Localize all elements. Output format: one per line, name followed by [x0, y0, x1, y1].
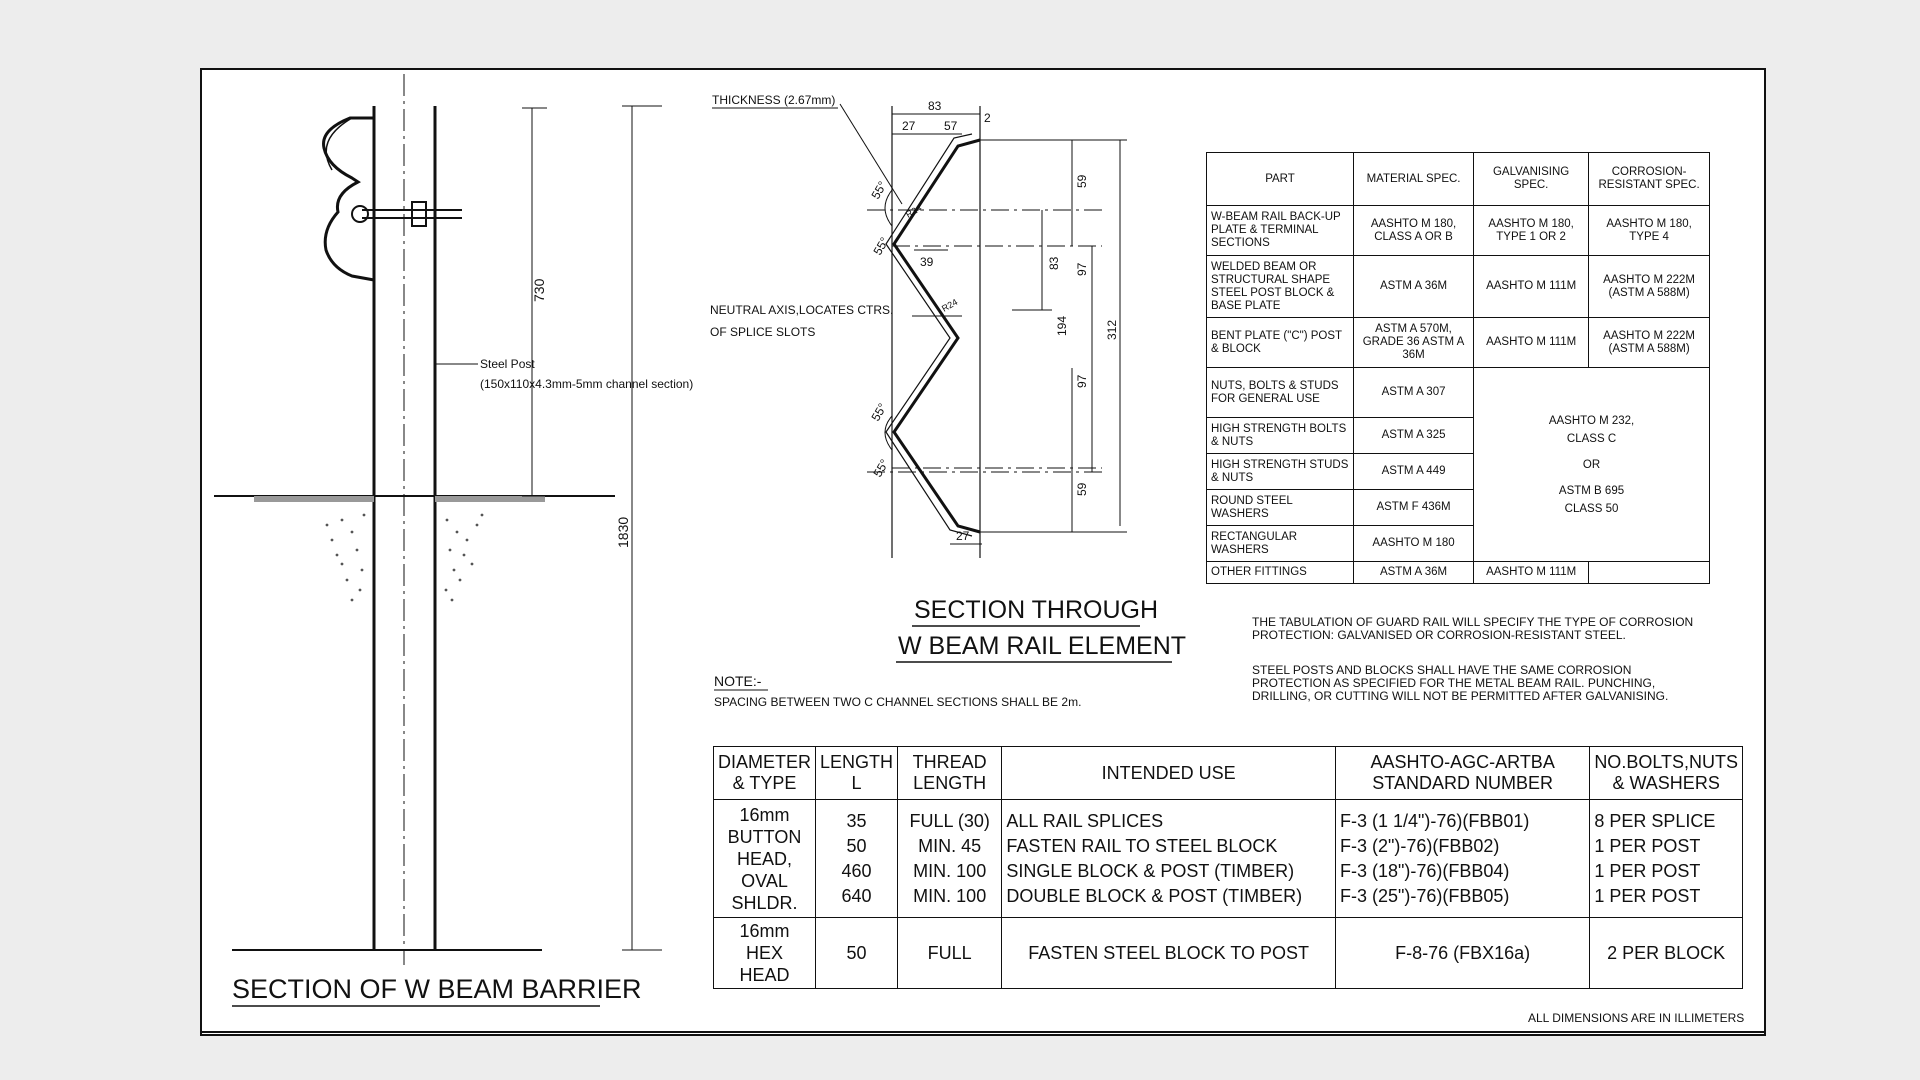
- use-value: DOUBLE BLOCK & POST (TIMBER): [1006, 885, 1303, 906]
- spec-corrosion: AASHTO M 180, TYPE 4: [1589, 206, 1710, 256]
- merged-line-2: OR: [1582, 458, 1601, 471]
- spec-galvanising: AASHTO M 111M: [1474, 256, 1589, 318]
- hex-use: FASTEN STEEL BLOCK TO POST: [1002, 918, 1336, 989]
- standard-value: F-3 (25")-76)(FBB05): [1339, 885, 1510, 906]
- spec-header-row: [1207, 153, 1710, 206]
- type-line: 16mm: [739, 804, 790, 825]
- note-line: DRILLING, OR CUTTING WILL NOT BE PERMITTED AFTER GALVANISING.: [1252, 689, 1669, 703]
- dim-27-bottom: 27: [956, 529, 970, 543]
- angle-55-2: 55°: [870, 234, 892, 258]
- spec-row: [1207, 562, 1710, 584]
- count-value: 1 PER POST: [1594, 860, 1701, 881]
- type-line: HEAD: [739, 965, 790, 985]
- merged-line-1: AASHTO M 232, CLASS C: [1548, 414, 1635, 445]
- thread-value: MIN. 100: [913, 885, 987, 906]
- length-value: 35: [846, 810, 867, 831]
- bolt-type-hex-head: [714, 918, 816, 989]
- dim-97-bottom: 97: [1075, 374, 1089, 388]
- bolt-header-standard: AASHTO-AGC-ARTBA STANDARD NUMBER: [1335, 747, 1589, 800]
- hex-length: 50: [816, 918, 898, 989]
- steel-post-spec-label: (150x110x4.3mm-5mm channel section): [480, 377, 694, 391]
- note-text: SPACING BETWEEN TWO C CHANNEL SECTIONS SHALL BE 2m.: [714, 695, 1082, 709]
- bolt-standards: [1335, 800, 1589, 918]
- spec-material: AASHTO M 180: [1354, 526, 1474, 562]
- spec-part: RECTANGULAR WASHERS: [1207, 526, 1354, 562]
- length-value: 460: [841, 860, 872, 881]
- bolt-header-length: LENGTH L: [816, 747, 898, 800]
- standard-value: F-3 (18")-76)(FBB04): [1339, 860, 1510, 881]
- spec-row: [1207, 318, 1710, 368]
- dim-59-bottom: 59: [1075, 482, 1089, 496]
- spec-header-material: MATERIAL SPEC.: [1354, 153, 1474, 206]
- thread-value: FULL (30): [909, 810, 990, 831]
- dim-27-top: 27: [902, 119, 916, 133]
- count-value: 1 PER POST: [1594, 885, 1701, 906]
- spec-material: ASTM A 36M: [1354, 562, 1474, 584]
- spec-part: NUTS, BOLTS & STUDS FOR GENERAL USE: [1207, 368, 1354, 418]
- bolt-header-count: NO.BOLTS,NUTS & WASHERS: [1590, 747, 1743, 800]
- note-line: PROTECTION: GALVANISED OR CORROSION-RESISTANT STEEL.: [1252, 628, 1626, 642]
- count-value: 8 PER SPLICE: [1594, 810, 1716, 831]
- steel-post-label: Steel Post: [480, 357, 535, 371]
- neutral-axis-label-2: OF SPLICE SLOTS: [710, 325, 816, 339]
- rail-section-title-2: W BEAM RAIL ELEMENT: [898, 632, 1187, 660]
- standard-value: F-3 (1 1/4")-76)(FBB01): [1339, 810, 1530, 831]
- dim-83-vert: 83: [1047, 256, 1061, 270]
- bolt-counts: [1590, 800, 1743, 918]
- spec-galvanising: AASHTO M 111M: [1474, 318, 1589, 368]
- spec-material: ASTM A 325: [1354, 418, 1474, 454]
- hex-standard: F-8-76 (FBX16a): [1335, 918, 1589, 989]
- spec-part: HIGH STRENGTH STUDS & NUTS: [1207, 454, 1354, 490]
- use-value: SINGLE BLOCK & POST (TIMBER): [1006, 860, 1295, 881]
- standard-value: F-3 (2")-76)(FBB02): [1339, 835, 1500, 856]
- spec-part: W-BEAM RAIL BACK-UP PLATE & TERMINAL SECTIONS: [1207, 206, 1354, 256]
- use-value: FASTEN RAIL TO STEEL BLOCK: [1006, 835, 1278, 856]
- spec-header-part: PART: [1207, 153, 1354, 206]
- bolt-header-use: INTENDED USE: [1002, 747, 1336, 800]
- bolt-header-thread: THREAD LENGTH: [898, 747, 1002, 800]
- spec-corrosion: [1589, 562, 1710, 584]
- note-line: PROTECTION AS SPECIFIED FOR THE METAL BEAM RAIL. PUNCHING,: [1252, 676, 1656, 690]
- angle-55-1: 55°: [868, 178, 890, 202]
- hex-thread: FULL: [898, 918, 1002, 989]
- dim-312: 312: [1105, 319, 1119, 340]
- bolt-row-button-head: [714, 800, 1743, 918]
- type-line: HEAD,: [737, 848, 793, 869]
- spec-part: ROUND STEEL WASHERS: [1207, 490, 1354, 526]
- dim-194: 194: [1055, 315, 1069, 336]
- count-value: 1 PER POST: [1594, 835, 1701, 856]
- thread-value: MIN. 45: [918, 835, 982, 856]
- hex-count: 2 PER BLOCK: [1590, 918, 1743, 989]
- radius-1: R24: [904, 202, 924, 220]
- spec-row: [1207, 256, 1710, 318]
- spec-row: [1207, 206, 1710, 256]
- spec-material: ASTM A 570M, GRADE 36 ASTM A 36M: [1354, 318, 1474, 368]
- material-spec-table: [1206, 152, 1710, 584]
- dim-730-label: 730: [531, 278, 547, 302]
- spec-part: BENT PLATE ("C") POST & BLOCK: [1207, 318, 1354, 368]
- bolt-row-hex-head: [714, 918, 1743, 989]
- note-line: STEEL POSTS AND BLOCKS SHALL HAVE THE SAME CORROSION: [1252, 663, 1632, 677]
- type-line: OVAL: [741, 870, 788, 891]
- spec-merged-corrosion-cell: [1474, 368, 1710, 562]
- angle-55-3: 55°: [868, 400, 890, 424]
- thread-value: MIN. 100: [913, 860, 987, 881]
- type-line: SHLDR.: [731, 892, 798, 913]
- dim-2: 2: [984, 111, 991, 125]
- spec-part: WELDED BEAM OR STRUCTURAL SHAPE STEEL POST BLOCK & BASE PLATE: [1207, 256, 1354, 318]
- rail-section-title-1: SECTION THROUGH: [914, 596, 1158, 624]
- dim-39: 39: [920, 255, 934, 269]
- spec-galvanising: AASHTO M 111M: [1474, 562, 1589, 584]
- bolt-header-diameter: DIAMETER & TYPE: [714, 747, 816, 800]
- length-value: 50: [846, 835, 867, 856]
- neutral-axis-label-1: NEUTRAL AXIS,LOCATES CTRS.: [710, 303, 894, 317]
- merged-line-3: ASTM B 695 CLASS 50: [1558, 484, 1625, 515]
- spec-material: ASTM A 307: [1354, 368, 1474, 418]
- note-line: THE TABULATION OF GUARD RAIL WILL SPECIFY THE TYPE OF CORROSION: [1252, 615, 1694, 629]
- spec-note-1: [1252, 615, 1693, 642]
- footer-note: ALL DIMENSIONS ARE IN ILLIMETERS: [1528, 1011, 1745, 1025]
- barrier-title: SECTION OF W BEAM BARRIER: [232, 974, 642, 1004]
- dim-97-top: 97: [1075, 262, 1089, 276]
- dim-1830-label: 1830: [615, 516, 631, 548]
- dim-59-top: 59: [1075, 174, 1089, 188]
- spec-material: ASTM A 449: [1354, 454, 1474, 490]
- spec-material: ASTM A 36M: [1354, 256, 1474, 318]
- type-line: 16mm: [739, 921, 790, 941]
- spec-header-galvanising: GALVANISING SPEC.: [1474, 153, 1589, 206]
- bolt-type-button-head: [714, 800, 816, 918]
- type-line: BUTTON: [727, 826, 802, 847]
- radius-2: R24: [940, 296, 960, 314]
- bolt-uses: [1002, 800, 1336, 918]
- spec-part: HIGH STRENGTH BOLTS & NUTS: [1207, 418, 1354, 454]
- length-value: 640: [841, 885, 872, 906]
- w-beam-barrier-section: [214, 74, 662, 965]
- drawing-sheet: [200, 68, 1766, 1036]
- spec-part: OTHER FITTINGS: [1207, 562, 1354, 584]
- spec-corrosion: AASHTO M 222M (ASTM A 588M): [1589, 256, 1710, 318]
- angle-55-4: 55°: [870, 456, 892, 480]
- spec-row: [1207, 368, 1710, 418]
- spec-corrosion: AASHTO M 222M (ASTM A 588M): [1589, 318, 1710, 368]
- spec-material: AASHTO M 180, CLASS A OR B: [1354, 206, 1474, 256]
- bolt-specification-table: [713, 746, 1743, 989]
- thickness-label: THICKNESS (2.67mm): [712, 93, 836, 107]
- spec-material: ASTM F 436M: [1354, 490, 1474, 526]
- spec-note-2: [1252, 663, 1668, 703]
- bolt-header-row: [714, 747, 1743, 800]
- note-heading: NOTE:-: [714, 673, 762, 689]
- type-line: HEX: [746, 943, 784, 963]
- use-value: ALL RAIL SPLICES: [1006, 810, 1164, 831]
- spec-galvanising: AASHTO M 180, TYPE 1 OR 2: [1474, 206, 1589, 256]
- spec-header-corrosion: CORROSION-RESISTANT SPEC.: [1589, 153, 1710, 206]
- dim-83-top: 83: [928, 99, 942, 113]
- bolt-lengths: [816, 800, 898, 918]
- dim-57: 57: [944, 119, 958, 133]
- bolt-threads: [898, 800, 1002, 918]
